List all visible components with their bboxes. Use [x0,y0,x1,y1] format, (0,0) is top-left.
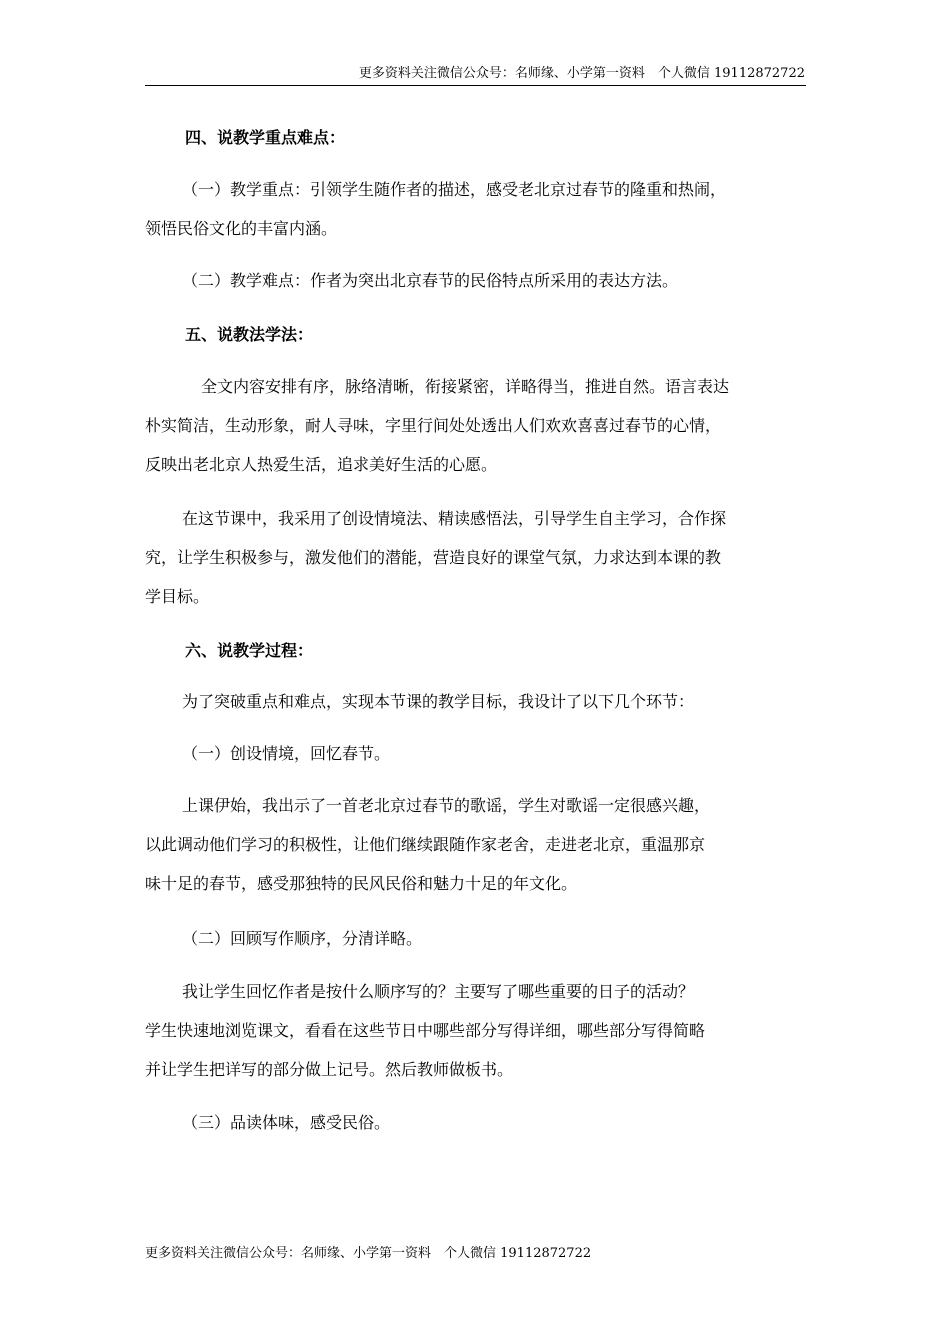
section-heading-5: 五、说教法学法： [185,325,314,344]
paragraph-line: （二）回顾写作顺序，分清详略。 [182,929,423,948]
paragraph-line: （二）教学难点：作者为突出北京春节的民俗特点所采用的表达方法。 [182,271,679,290]
paragraph-line: （一）创设情境，回忆春节。 [182,744,391,763]
paragraph-line: （三）品读体味，感受民俗。 [182,1113,391,1132]
paragraph-line: 全文内容安排有序，脉络清晰，衔接紧密，详略得当，推进自然。语言表达 [201,377,730,396]
paragraph-line: 领悟民俗文化的丰富内涵。 [145,219,338,238]
paragraph-line: 以此调动他们学习的积极性，让他们继续跟随作家老舍，走进老北京，重温那京 [145,835,706,854]
paragraph-line: （一）教学重点：引领学生随作者的描述，感受老北京过春节的隆重和热闹， [182,180,727,199]
paragraph-line: 学目标。 [145,587,210,606]
section-heading-6: 六、说教学过程： [185,641,314,660]
page-footer: 更多资料关注微信公众号：名师缘、小学第一资料 个人微信 19112872722 [145,1246,592,1261]
header-divider [145,85,806,86]
paragraph-line: 并让学生把详写的部分做上记号。然后教师做板书。 [145,1060,514,1079]
paragraph-line: 我让学生回忆作者是按什么顺序写的？主要写了哪些重要的日子的活动？ [182,982,695,1001]
paragraph-line: 反映出老北京人热爱生活，追求美好生活的心愿。 [145,455,498,474]
page-header: 更多资料关注微信公众号：名师缘、小学第一资料 个人微信 19112872722 [358,66,805,81]
paragraph-line: 味十足的春节，感受那独特的民风民俗和魅力十足的年文化。 [145,874,578,893]
paragraph-line: 学生快速地浏览课文，看看在这些节日中哪些部分写得详细，哪些部分写得简略 [145,1021,706,1040]
paragraph-line: 究，让学生积极参与，激发他们的潜能，营造良好的课堂气氛，力求达到本课的教 [145,548,722,567]
section-heading-4: 四、说教学重点难点： [185,128,346,147]
paragraph-line: 朴实简洁，生动形象，耐人寻味，字里行间处处透出人们欢欢喜喜过春节的心情， [145,416,722,435]
paragraph-line: 上课伊始，我出示了一首老北京过春节的歌谣，学生对歌谣一定很感兴趣， [182,796,711,815]
paragraph-line: 为了突破重点和难点，实现本节课的教学目标，我设计了以下几个环节： [182,692,695,711]
paragraph-line: 在这节课中，我采用了创设情境法、精读感悟法，引导学生自主学习，合作探 [182,509,727,528]
